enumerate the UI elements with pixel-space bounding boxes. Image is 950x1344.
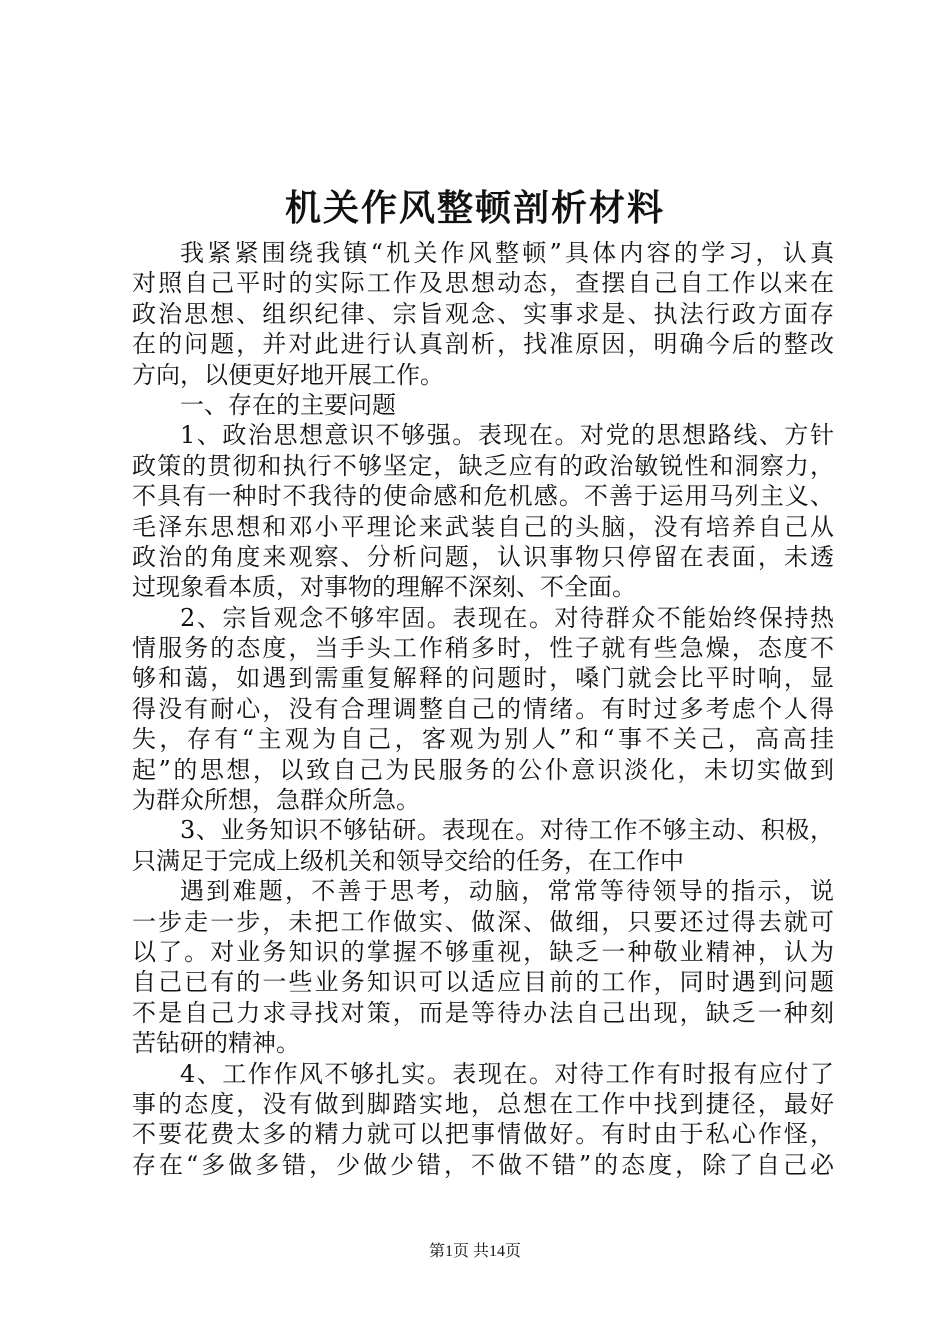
text-line: 情服务的态度，当手头工作稍多时，性子就有些急燥，态度不 xyxy=(132,634,834,663)
text-line: 不是自己力求寻找对策，而是等待办法自己出现，缺乏一种刻 xyxy=(132,998,834,1027)
text-line: 只满足于完成上级机关和领导交给的任务，在工作中 xyxy=(132,846,684,875)
text-line: 失，存有“主观为自己，客观为别人”和“事不关己，高高挂 xyxy=(132,725,834,754)
text-line: 遇到难题，不善于思考，动脑，常常等待领导的指示，说 xyxy=(180,877,834,906)
text-line: 在的问题，并对此进行认真剖析，找准原因，明确今后的整改 xyxy=(132,330,834,359)
text-line: 起”的思想，以致自己为民服务的公仆意识淡化，未切实做到 xyxy=(132,755,834,784)
text-line: 一步走一步，未把工作做实、做深、做细，只要还过得去就可 xyxy=(132,907,834,936)
text-line: 苦钻研的精神。 xyxy=(132,1029,300,1058)
text-line: 自己已有的一些业务知识可以适应目前的工作，同时遇到问题 xyxy=(132,968,834,997)
text-line: 不具有一种时不我待的使命感和危机感。不善于运用马列主义、 xyxy=(132,482,834,511)
text-line: 过现象看本质，对事物的理解不深刻、不全面。 xyxy=(132,573,636,602)
text-line: 政策的贯彻和执行不够坚定，缺乏应有的政治敏锐性和洞察力， xyxy=(132,451,834,480)
page-footer: 第1页 共14页 xyxy=(428,1243,521,1260)
text-line: 存在“多做多错，少做少错，不做不错”的态度，除了自己必 xyxy=(132,1150,834,1179)
text-line: 不要花费太多的精力就可以把事情做好。有时由于私心作怪， xyxy=(132,1120,834,1149)
text-line: 方向，以便更好地开展工作。 xyxy=(132,360,444,389)
text-line: 1、政治思想意识不够强。表现在。对党的思想路线、方针 xyxy=(180,421,834,450)
text-line: 得没有耐心，没有合理调整自己的情绪。有时过多考虑个人得 xyxy=(132,694,834,723)
text-line: 一、存在的主要问题 xyxy=(180,390,396,419)
text-line: 为群众所想，急群众所急。 xyxy=(132,786,420,815)
text-line: 对照自己平时的实际工作及思想动态，查摆自己自工作以来在 xyxy=(132,269,834,298)
document-body xyxy=(132,238,834,1180)
text-line: 政治思想、组织纪律、宗旨观念、实事求是、执法行政方面存 xyxy=(132,299,834,328)
text-line: 2、宗旨观念不够牢固。表现在。对待群众不能始终保持热 xyxy=(180,603,834,632)
document-title: 机关作风整顿剖析材料 xyxy=(284,187,665,229)
text-line: 事的态度，没有做到脚踏实地，总想在工作中找到捷径，最好 xyxy=(132,1089,834,1118)
text-line: 毛泽东思想和邓小平理论来武装自己的头脑，没有培养自己从 xyxy=(132,512,834,541)
text-line: 政治的角度来观察、分析问题，认识事物只停留在表面，未透 xyxy=(132,542,834,571)
text-line: 够和蔼，如遇到需重复解释的问题时，嗓门就会比平时响，显 xyxy=(132,664,834,693)
text-line: 我紧紧围绕我镇“机关作风整顿”具体内容的学习，认真 xyxy=(180,239,834,267)
text-line: 3、业务知识不够钻研。表现在。对待工作不够主动、积极， xyxy=(180,816,834,845)
text-line: 以了。对业务知识的掌握不够重视，缺乏一种敬业精神，认为 xyxy=(132,937,834,966)
text-line: 4、工作作风不够扎实。表现在。对待工作有时报有应付了 xyxy=(180,1059,834,1088)
